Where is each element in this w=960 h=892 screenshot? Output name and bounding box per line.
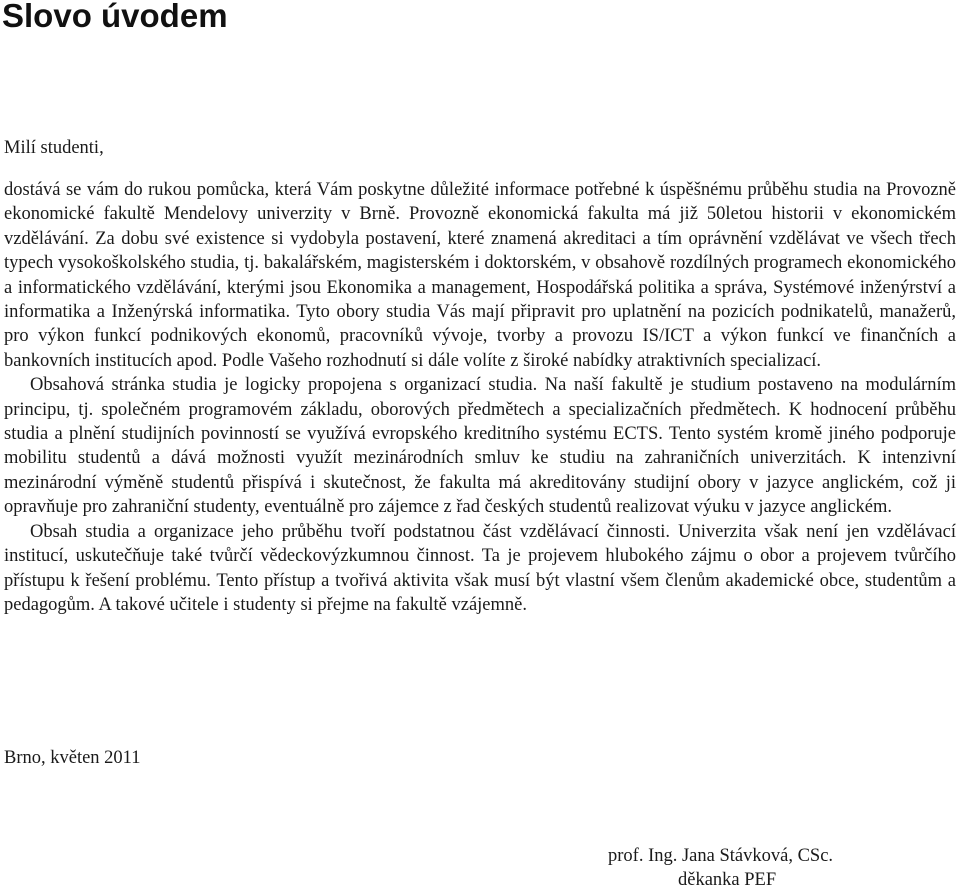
place-date: Brno, květen 2011 bbox=[4, 748, 141, 768]
signature-block bbox=[608, 844, 833, 892]
signature-name: prof. Ing. Jana Stávková, CSc. bbox=[608, 846, 834, 866]
body-text bbox=[4, 178, 956, 617]
signature-role: děkanka PEF bbox=[678, 870, 777, 890]
paragraph-3: Obsah studia a organizace jeho průběhu tvoří podstatnou část vzdělávací činnosti. Univerzita však není jen vzdělávací institucí, uskutečňuje také tvůrčí vědeckovýzkumnou činnost. Ta je projevem hlubokého zájmu o obor a projevem tvůrčího přístupu k řešení problému. Tento přístup a tvořivá aktivita však musí být vlastní všem členům akademické obce, studentům a pedagogům. A takové učitele i studenty si přejme na fakultě vzájemně. bbox=[4, 521, 956, 615]
page-title: Slovo úvodem bbox=[2, 0, 228, 34]
paragraph-1: dostává se vám do rukou pomůcka, která Vám poskytne důležité informace potřebné k úspěšnému průběhu studia na Provozně ekonomické fakultě Mendelovy univerzity v Brně. Provozně ekonomická fakulta má již 50letou historii v ekonomickém vzdělávání. Za dobu své existence si vydobyla postavení, které znamená akreditaci a tím oprávnění vzdělávat ve všech třech typech vysokoškolského studia, tj. bakalářském, magisterském i doktorském, v obsahově rozdílných programech ekonomického a informatického vzdělávání, kterými jsou Ekonomika a management, Hospodářská politika a správa, Systémové inženýrství a informatika a Inženýrská informatika. Tyto obory studia Vás mají připravit pro uplatnění na pozicích podnikatelů, manažerů, pro výkon funkcí podnikových ekonomů, pracovníků vývoje, tvorby a provozu IS/ICT a výkon funkcí ve finančních a bankovních institucích apod. Podle Vašeho rozhodnutí si dále volíte z široké nabídky atraktivních specializací. bbox=[4, 180, 956, 371]
salutation: Milí studenti, bbox=[4, 138, 104, 158]
paragraph-2: Obsahová stránka studia je logicky propojena s organizací studia. Na naší fakultě je studium postaveno na modulárním principu, tj. společném programovém základu, oborových předmětech a specializačních předmětech. K hodnocení průběhu studia a plnění studijních povinností se využívá evropského kreditního systému ECTS. Tento systém kromě jiného podporuje mobilitu studentů a dává možnosti využít mezinárodních smluv ke studiu na zahraničních univerzitách. K intenzivní mezinárodní výměně studentů přispívá i skutečnost, že fakulta má akreditovány studijní obory v jazyce anglickém, což ji opravňuje pro zahraniční studenty, eventuálně pro zájemce z řad českých studentů realizovat výuku v jazyce anglickém. bbox=[4, 375, 956, 518]
